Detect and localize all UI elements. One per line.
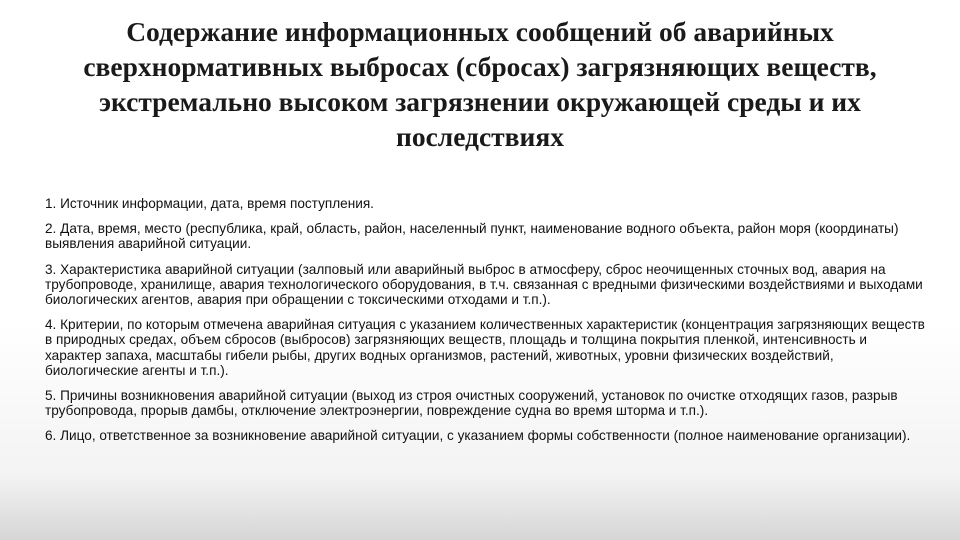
list-item-1: 1. Источник информации, дата, время поступления. (45, 196, 374, 211)
list-item-4: 4. Критерии, по которым отмечена аварийная ситуация с указанием количественных характеристик (концентрация загрязняющих веществ в природных средах, объем сбросов (выбросов) загрязняющих веществ, площадь и толщина покрытия пленкой, интенсивность и характер запаха, масштабы гибели рыбы, других водных организмов, растений, животных, уровни физических воздействий, биологические агенты и т.п.). (45, 317, 925, 378)
list-item-3: 3. Характеристика аварийной ситуации (залповый или аварийный выброс в атмосферу, сброс неочищенных сточных вод, авария на трубопроводе, хранилище, авария технологического оборудования, в т.ч. связанная с вредными физическими воздействиями и выходами биологических агентов, авария при обращении с токсическими отходами и т.п.). (45, 261, 923, 308)
list-item-2: 2. Дата, время, место (республика, край, область, район, населенный пункт, наименование водного объекта, район моря (координаты) выявления аварийной ситуации. (45, 221, 899, 252)
slide-title: Содержание информационных сообщений об аварийных сверхнормативных выбросах (сбросах) загрязняющих веществ, экстремально высоком загрязнении окружающей среды и их последствиях (83, 16, 877, 152)
content-list (45, 196, 925, 454)
list-item-6: 6. Лицо, ответственное за возникновение аварийной ситуации, с указанием формы собственности (полное наименование организации). (45, 428, 911, 444)
list-item-5: 5. Причины возникновения аварийной ситуации (выход из строя очистных сооружений, установок по очистке отходящих газов, разрыв трубопровода, прорыв дамбы, отключение электроэнергии, повреждение судна во время шторма и т.п.). (45, 388, 898, 419)
